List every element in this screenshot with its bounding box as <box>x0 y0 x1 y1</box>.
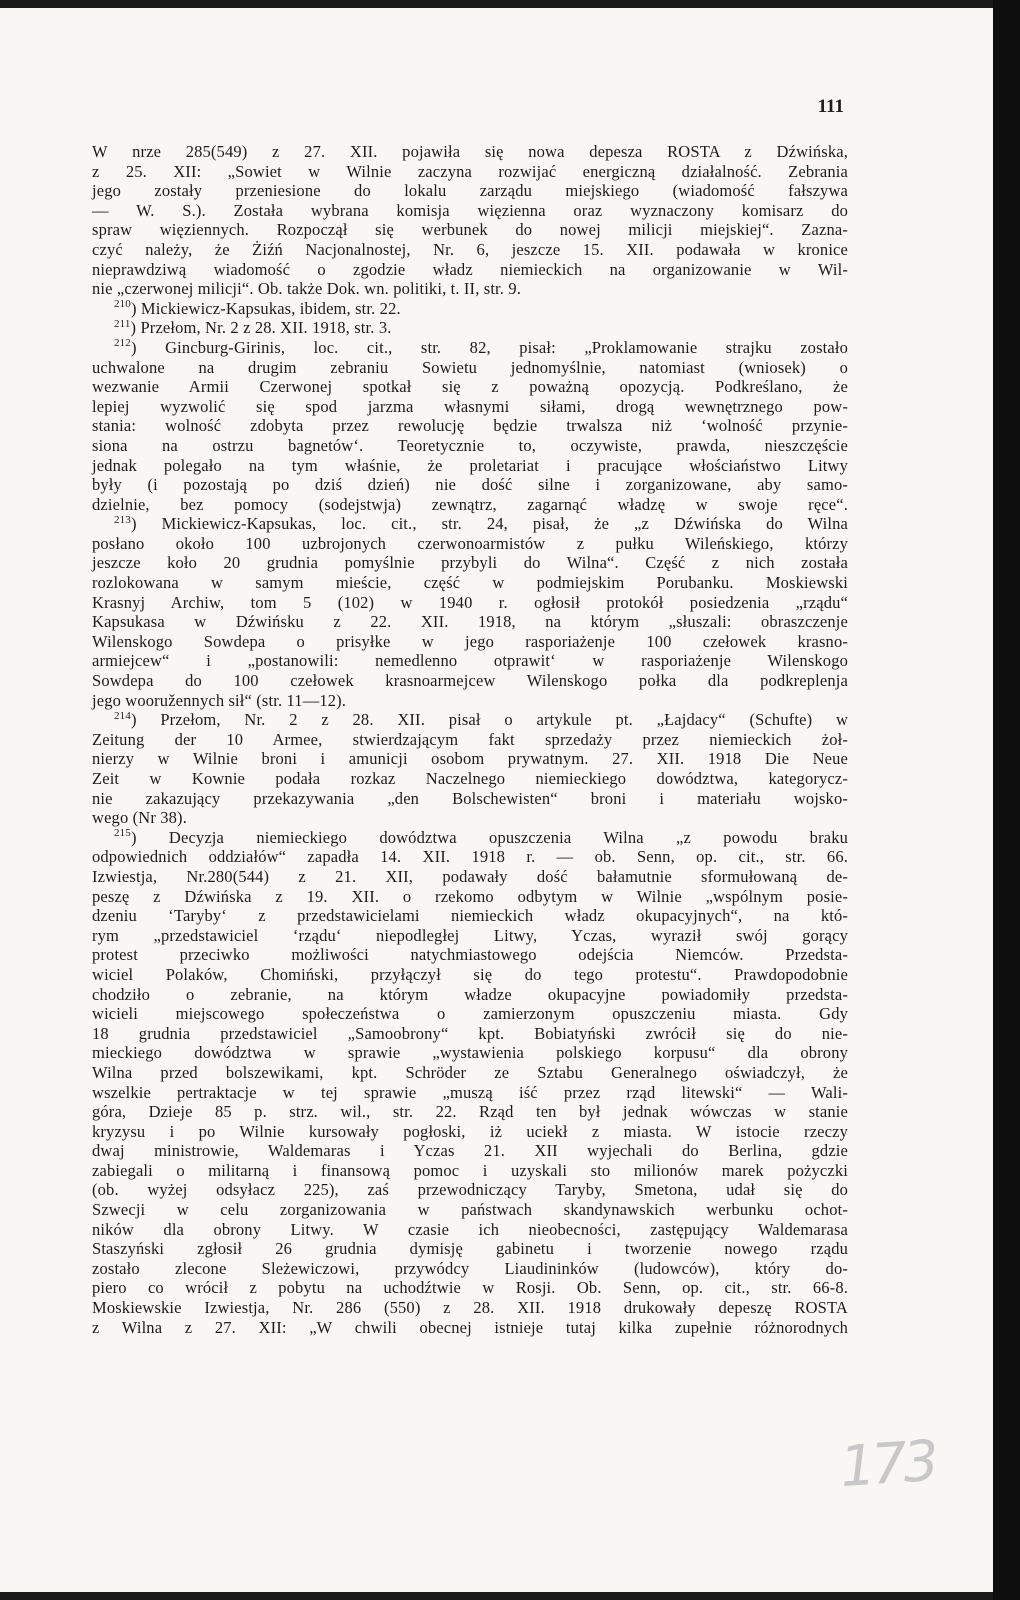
text-line <box>92 397 848 417</box>
text-line <box>92 1298 848 1318</box>
footnote-paren: ) <box>130 318 141 338</box>
line-text: nieprawdziwą wiadomość o zgodzie władz niemieckich na organizowanie w Wil- <box>92 259 848 279</box>
text-line <box>92 1024 848 1044</box>
line-text: protest przeciwko możliwości natychmiastowego odejścia Niemców. Przedsta- <box>92 945 848 965</box>
text-line <box>92 887 848 907</box>
line-text: wszelkie pertraktacje w tej sprawie „muszą iść przez rząd litewski“ — Wali- <box>92 1082 848 1102</box>
line-text: uchwalone na drugim zebraniu Sowietu jednomyślnie, natomiast (wniosek) o <box>92 357 848 377</box>
text-line <box>92 1043 848 1063</box>
line-text: rym „przedstawiciel ‘rządu‘ niepodległej Litwy, Yczas, wyraził swój gorący <box>92 925 848 945</box>
line-text: były (i pozostają po dziś dzień) nie dość silne i zorganizowane, aby samo- <box>92 475 848 495</box>
text-line <box>92 1122 848 1142</box>
line-text: z Wilna z 27. XII: „W chwili obecnej istnieje tutaj kilka zupełnie różnorodnych <box>92 1317 848 1337</box>
text-line <box>92 1083 848 1103</box>
line-text: Izwiestja, Nr.280(544) z 21. XII, podawały dość bałamutnie sformułowaną de- <box>92 866 848 886</box>
line-text: zostało zlecone Sleżewiczowi, przywódcy Liaudininków (ludowców), który do- <box>92 1258 848 1278</box>
handwritten-page-annotation: 173 <box>837 1428 938 1501</box>
line-text: siona na ostrzu bagnetów‘. Teoretycznie to, oczywiste, prawda, nieszczęście <box>92 435 848 455</box>
text-line <box>92 279 848 299</box>
footnote-number: 212 <box>114 337 131 350</box>
text-line <box>92 573 848 593</box>
text-line <box>92 260 848 280</box>
line-text: wicieli miejscowego społeczeństwa o zamierzonym opuszczeniu miasta. Gdy <box>92 1004 848 1024</box>
line-text: chodziło o zebranie, na którym władze okupacyjne powiadomiły przedsta- <box>92 984 848 1004</box>
page-number: 111 <box>817 96 844 117</box>
text-line <box>92 495 848 515</box>
text-line <box>92 436 848 456</box>
text-line <box>92 377 848 397</box>
line-text: Wilna przed bolszewikami, kpt. Schröder ze Sztabu Generalnego oświadczył, że <box>92 1062 848 1082</box>
text-line <box>92 358 848 378</box>
text-line <box>92 1063 848 1083</box>
text-line <box>92 475 848 495</box>
line-text: wego (Nr 38). <box>92 808 187 828</box>
text-line <box>92 847 848 867</box>
line-text: Zeitung der 10 Armee, stwierdzającym fakt sprzedaży przez niemieckich żoł- <box>92 729 848 749</box>
text-line <box>92 456 848 476</box>
line-text: mieckiego dowództwa w sprawie „wystawienia polskiego korpusu“ dla obrony <box>92 1043 848 1063</box>
footnote-number: 211 <box>114 317 131 330</box>
text-line <box>92 691 848 711</box>
line-text: dzeniu ‘Taryby‘ z przedstawicielami niemieckich władz okupacyjnych“, na któ- <box>92 906 848 926</box>
document-page <box>0 8 993 1592</box>
line-text: dwaj ministrowie, Waldemaras i Yczas 21. XII wyjechali do Berlina, gdzie <box>92 1141 848 1161</box>
text-line <box>92 240 848 260</box>
line-text: Kapsukasa w Dźwińsku z 22. XII. 1918, na którym „słuszali: obraszczenje <box>92 612 848 632</box>
text-line <box>92 181 848 201</box>
line-text: Zeit w Kownie podała rozkaz Naczelnego niemieckiego dowództwa, kategorycz- <box>92 769 848 788</box>
line-text: wiciel Polaków, Chomiński, przyłączył się do tego protestu“. Prawdopodobnie <box>92 964 848 984</box>
text-line <box>92 553 848 573</box>
line-text: jego zostały przeniesione do lokalu zarządu miejskiego (wiadomość fałszywa <box>92 181 848 201</box>
text-line <box>92 769 848 789</box>
line-text: lepiej wyzwolić się spod jarzma własnymi siłami, drogą wewnętrznego pow- <box>92 396 848 416</box>
text-line <box>92 749 848 769</box>
footnote-paren: ) <box>130 710 161 730</box>
line-text: góra, Dzieje 85 p. strz. wil., str. 22. Rząd ten był jednak wówczas w stanie <box>92 1102 848 1122</box>
line-text: Wilenskogo Sowdepa o prisyłke w jego rasporiażenje 100 czełowek krasno- <box>92 631 848 651</box>
line-text: ników dla obrony Litwy. W czasie ich nieobecności, zastępujący Waldemarasa <box>92 1219 848 1239</box>
text-line <box>92 1220 848 1240</box>
text-line <box>92 1318 848 1338</box>
footnote-number: 213 <box>114 513 131 526</box>
line-text: stania: wolność zdobyta przez rewolucję będzie trwalsza niż ‘wolność przynie- <box>92 416 848 436</box>
text-line <box>92 808 848 828</box>
text-line <box>92 906 848 926</box>
line-text: (ob. wyżej odsyłacz 225), zaś przewodniczący Taryby, Smetona, udał się do <box>92 1180 848 1200</box>
text-line <box>92 1141 848 1161</box>
text-line <box>92 1161 848 1181</box>
footnote-paren: ) <box>130 337 166 357</box>
line-text: Mickiewicz-Kapsukas, loc. cit., str. 24, pisał, że „z Dźwińska do Wilna <box>161 514 848 534</box>
line-text: armiejcew“ i „postanowili: nemedlenno otprawit‘ w rasporiażenje Wilenskogo <box>92 651 848 671</box>
text-line <box>92 1239 848 1259</box>
line-text: kryzysu i po Wilnie kursowały pogłoski, iż uciekł z miasta. W istocie rzeczy <box>92 1121 848 1141</box>
text-line <box>92 1259 848 1279</box>
line-text: spraw więziennych. Rozpoczął się werbunek do nowej milicji miejskiej“. Zazna- <box>92 220 848 240</box>
footnote-number: 214 <box>114 709 131 722</box>
text-line <box>92 162 848 182</box>
line-text: z 25. XII: „Sowiet w Wilnie zaczyna rozwijać energiczną działalność. Zebrania <box>92 161 848 181</box>
line-text: odpowiednich oddziałów“ zapadła 14. XII. 1918 r. — ob. Senn, op. cit., str. 66. <box>92 847 848 867</box>
line-text: Moskiewskie Izwiestja, Nr. 286 (550) z 28. XII. 1918 drukowały depeszę ROSTA <box>92 1298 848 1318</box>
line-text: piero co wrócił z pobytu na uchodźtwie w Rosji. Ob. Senn, op. cit., str. 66-8. <box>92 1278 848 1298</box>
line-text: posłano około 100 uzbrojonych czerwonoarmistów z pułku Wileńskiego, którzy <box>92 533 848 553</box>
line-text: 18 grudnia przedstawiciel „Samoobrony“ kpt. Bobiatyński zwrócił się do nie- <box>92 1023 848 1043</box>
text-line <box>92 612 848 632</box>
text-line <box>92 1278 848 1298</box>
footnote-paren: ) <box>130 827 169 847</box>
line-text: jednak polegało na tym właśnie, że proletariat i pracujące włościaństwo Litwy <box>92 455 848 475</box>
line-text: Staszyński zgłosił 26 grudnia dymisję gabinetu i tworzenie nowego rządu <box>92 1239 848 1259</box>
text-line <box>92 789 848 809</box>
text-line <box>92 867 848 887</box>
text-line <box>92 220 848 240</box>
line-text: peszę z Dźwińska z 19. XII. o rzekomo odbytym w Wilnie „wspólnym posie- <box>92 886 848 906</box>
line-text: jego wooružennych sił“ (str. 11—12). <box>92 690 347 710</box>
line-text: rozlokowana w samym mieście, część w podmiejskim Porubanku. Moskiewski <box>92 573 848 593</box>
line-text: Przełom, Nr. 2 z 28. XII. 1918, str. 3. <box>140 318 392 338</box>
line-text: W nrze 285(549) z 27. XII. pojawiła się nowa depesza ROSTA z Dźwińska, <box>92 142 848 161</box>
line-text: Decyzja niemieckiego dowództwa opuszczenia Wilna „z powodu braku <box>168 827 849 847</box>
text-line <box>92 1200 848 1220</box>
page-edge-right <box>993 0 1020 1600</box>
line-text: nie „czerwonej milicji“. Ob. także Dok. wn. politiki, t. II, str. 9. <box>92 279 522 299</box>
line-text: Mickiewicz-Kapsukas, ibidem, str. 22. <box>140 298 401 318</box>
text-line <box>92 671 848 691</box>
footnote-start-line <box>92 514 848 534</box>
footnotes-body <box>92 142 848 1337</box>
text-line <box>92 416 848 436</box>
line-text: czyć należy, że Żiźń Nacjonalnostej, Nr. 6, jeszcze 15. XII. podawała w kronice <box>92 239 848 259</box>
text-line <box>92 201 848 221</box>
text-line <box>92 632 848 652</box>
line-text: Sowdepa do 100 czełowek krasnoarmejcew Wilenskogo połka dla podkreplenja <box>92 671 848 691</box>
text-line <box>92 1180 848 1200</box>
text-line <box>92 534 848 554</box>
line-text: dzielnie, bez pomocy (sodejstwja) zewnątrz, zagarnąć władzę w swoje ręce“. <box>92 494 848 514</box>
text-line <box>92 945 848 965</box>
text-line <box>92 1102 848 1122</box>
footnote-start-line <box>92 338 848 358</box>
text-line <box>92 965 848 985</box>
text-line <box>92 1004 848 1024</box>
footnote-paren: ) <box>130 298 141 318</box>
text-line <box>92 985 848 1005</box>
footnote-number: 210 <box>114 298 131 311</box>
footnote-paren: ) <box>130 514 162 534</box>
line-text: jeszcze koło 20 grudnia pomyślnie przybyli do Wilna“. Część z nich została <box>92 553 848 573</box>
line-text: Gincburg-Girinis, loc. cit., str. 82, pisał: „Proklamowanie strajku zostało <box>165 337 848 357</box>
footnote-number: 215 <box>114 827 131 840</box>
text-line <box>92 651 848 671</box>
text-line <box>92 142 848 162</box>
line-text: Szwecji w celu zorganizowania w państwach skandynawskich werbunku ochot- <box>92 1200 848 1220</box>
line-text: zabiegali o militarną i finansową pomoc i uzyskali sto milionów marek pożyczki <box>92 1160 848 1180</box>
footnote-start-line <box>92 318 848 338</box>
line-text: nierzy w Wilnie broni i amunicji osobom prywatnym. 27. XII. 1918 Die Neue <box>92 749 848 769</box>
footnote-start-line <box>92 710 848 730</box>
line-text: Krasnyj Archiw, tom 5 (102) w 1940 r. ogłosił protokół posiedzenia „rządu“ <box>92 592 848 612</box>
line-text: Przełom, Nr. 2 z 28. XII. pisał o artykule pt. „Łajdacy“ (Schufte) w <box>160 710 849 730</box>
footnote-start-line <box>92 828 848 848</box>
line-text: — W. S.). Została wybrana komisja więzienna oraz wyznaczony komisarz do <box>92 200 848 220</box>
footnote-start-line <box>92 299 848 319</box>
line-text: wezwanie Armii Czerwonej spotkał się z poważną opozycją. Podkreślano, że <box>92 377 848 397</box>
text-line <box>92 926 848 946</box>
text-line <box>92 593 848 613</box>
text-line <box>92 730 848 750</box>
line-text: nie zakazujący przekazywania „den Bolschewisten“ broni i materiału wojsko- <box>92 788 848 808</box>
